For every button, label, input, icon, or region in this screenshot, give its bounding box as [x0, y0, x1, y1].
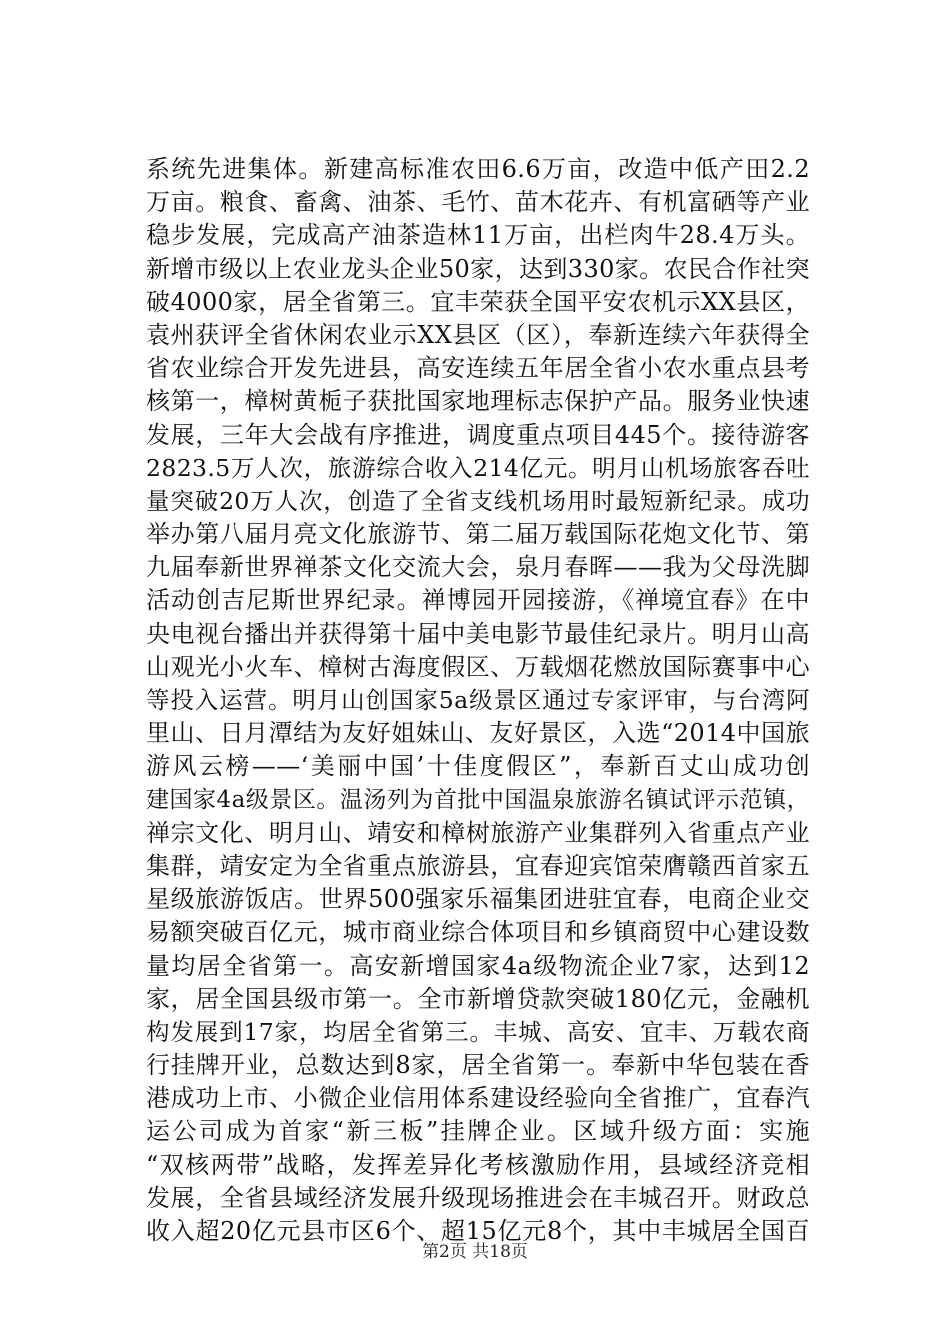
text-line: 等投入运营。明月山创国家5a级景区通过专家评审，与台湾阿 [146, 686, 810, 714]
text-line: 构发展到17家，均居全省第三。丰城、高安、宜丰、万载农商 [146, 1017, 810, 1046]
text-line: 2823.5万人次，旅游综合收入214亿元。明月山机场旅客吞吐 [146, 453, 810, 482]
text-line: 星级旅游饭店。世界500强家乐福集团进驻宜春，电商企业交 [146, 885, 810, 914]
text-line: 核第一，樟树黄栀子获批国家地理标志保护产品。服务业快速 [146, 387, 810, 416]
text-line: 万亩。粮食、畜禽、油茶、毛竹、苗木花卉、有机富硒等产业 [146, 188, 810, 217]
text-line: 易额突破百亿元，城市商业综合体项目和乡镇商贸中心建设数 [146, 918, 810, 947]
text-line: 省农业综合开发先进县，高安连续五年居全省小农水重点县考 [146, 354, 810, 383]
text-line: 量均居全省第一。高安新增国家4a级物流企业7家，达到12 [146, 951, 810, 980]
text-line: 发展，全省县域经济发展升级现场推进会在丰城召开。财政总 [146, 1183, 810, 1212]
text-line: 家，居全国县级市第一。全市新增贷款突破180亿元，金融机 [146, 984, 810, 1013]
text-line: 港成功上市、小微企业信用体系建设经验向全省推广，宜春汽 [146, 1084, 810, 1113]
text-line: 行挂牌开业，总数达到8家，居全省第一。奉新中华包装在香 [146, 1051, 810, 1080]
text-line: 量突破20万人次，创造了全省支线机场用时最短新纪录。成功 [146, 486, 810, 515]
text-line: 运公司成为首家“新三板”挂牌企业。区域升级方面：实施 [146, 1117, 810, 1146]
page-footer: 第2页 共18页 [422, 1242, 528, 1262]
text-line: 建国家4a级景区。温汤列为首批中国温泉旅游名镇试评示范镇， [146, 786, 810, 813]
text-line: 稳步发展，完成高产油茶造林11万亩，出栏肉牛28.4万头。 [146, 221, 810, 250]
text-line: 禅宗文化、明月山、靖安和樟树旅游产业集群列入省重点产业 [146, 818, 810, 847]
text-line: 九届奉新世界禅茶文化交流大会，泉月春晖——我为父母洗脚 [146, 553, 810, 582]
text-line: 游风云榜——‘美丽中国’十佳度假区”，奉新百丈山成功创 [146, 752, 810, 781]
text-line: 集群，靖安定为全省重点旅游县，宜春迎宾馆荣膺赣西首家五 [146, 851, 810, 880]
text-line: 发展，三年大会战有序推进，调度重点项目445个。接待游客 [146, 420, 810, 449]
text-line: 破4000家，居全省第三。宜丰荣获全国平安农机示XX县区， [146, 287, 810, 316]
text-line: 山观光小火车、樟树古海度假区、万载烟花燃放国际赛事中心 [146, 652, 810, 681]
text-line: “双核两带”战略，发挥差异化考核激励作用，县域经济竞相 [146, 1150, 810, 1179]
text-line: 央电视台播出并获得第十届中美电影节最佳纪录片。明月山高 [146, 619, 810, 648]
text-line: 里山、日月潭结为友好姐妹山、友好景区，入选“2014中国旅 [146, 719, 810, 748]
text-line: 收入超20亿元县市区6个、超15亿元8个，其中丰城居全国百 [146, 1217, 810, 1245]
text-line: 系统先进集体。新建高标准农田6.6万亩，改造中低产田2.2 [146, 155, 810, 183]
text-line: 新增市级以上农业龙头企业50家，达到330家。农民合作社突 [146, 254, 810, 283]
text-line: 活动创吉尼斯世界纪录。禅博园开园接游，《禅境宜春》在中 [146, 586, 810, 615]
text-line: 袁州获评全省休闲农业示XX县区（区），奉新连续六年获得全 [146, 320, 810, 349]
text-line: 举办第八届月亮文化旅游节、第二届万载国际花炮文化节、第 [146, 520, 810, 549]
body-text [146, 153, 810, 1248]
